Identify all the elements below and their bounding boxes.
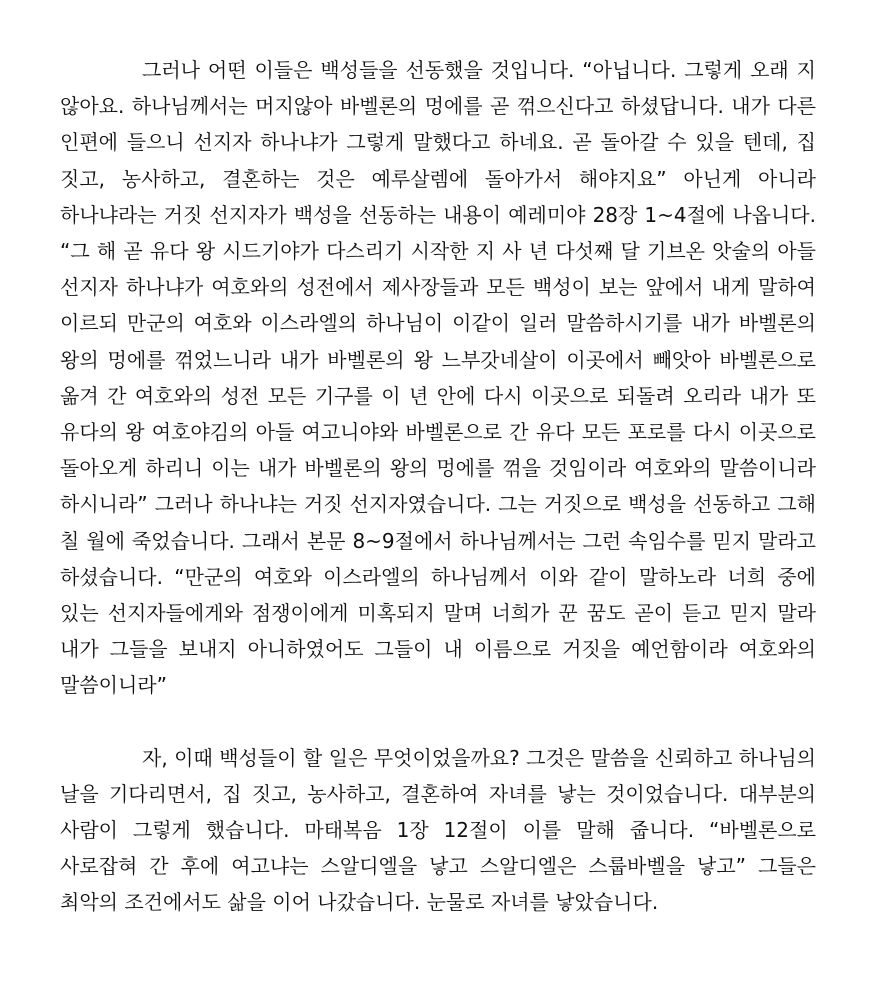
- paragraph-1: 그러나 어떤 이들은 백성들을 선동했을 것입니다. “아닙니다. 그렇게 오래 지 않아요. 하나님께서는 머지않아 바벨론의 멍에를 곧 꺾으신다고 하셨답니다. 내가 다른 인편에 들으니 선지자 하나냐가 그렇게 말했다고 하네요. 곧 돌아갈 수 있을 텐데, 집 짓고, 농사하고, 결혼하는 것은 예루살렘에 돌아가서 해야지요” 아닌게 아니라 하나냐라는 거짓 선지자가 백성을 선동하는 내용이 예레미야 28장 1~4절에 나옵니다. “그 해 곧 유다 왕 시드기야가 다스리기 시작한 지 사 년 다섯째 달 기브온 앗술의 아들 선지자 하나냐가 여호와의 성전에서 제사장들과 모든 백성이 보는 앞에서 내게 말하여 이르되 만군의 여호와 이스라엘의 하나님이 이같이 일러 말씀하시기를 내가 바벨론의 왕의 멍에를 꺾었느니라 내가 바벨론의 왕 느부갓네살이 이곳에서 빼앗아 바벨론으로 옮겨 간 여호와의 성전 모든 기구를 이 년 안에 다시 이곳으로 되돌려 오리라 내가 또 유다의 왕 여호야김의 아들 여고니야와 바벨론으로 간 유다 모든 포로를 다시 이곳으로 돌아오게 하리니 이는 내가 바벨론의 왕의 멍에를 꺾을 것임이라 여호와의 말씀이니라 하시니라” 그러나 하나냐는 거짓 선지자였습니다. 그는 거짓으로 백성을 선동하고 그해 칠 월에 죽었습니다. 그래서 본문 8~9절에서 하나님께서는 그런 속임수를 믿지 말라고 하셨습니다. “만군의 여호와 이스라엘의 하나님께서 이와 같이 말하노라 너희 중에 있는 선지자들에게와 점쟁이에게 미혹되지 말며 너희가 꾼 꿈도 곧이 듣고 믿지 말라 내가 그들을 보내지 아니하였어도 그들이 내 이름으로 거짓을 예언함이라 여호와의 말씀이니라”: [60, 58, 816, 698]
- document-page: [60, 52, 816, 921]
- paragraph-2: 자, 이때 백성들이 할 일은 무엇이었을까요? 그것은 말씀을 신뢰하고 하나님의 날을 기다리면서, 집 짓고, 농사하고, 결혼하여 자녀를 낳는 것이었습니다. 대부분의 사람이 그렇게 했습니다. 마태복음 1장 12절이 이를 말해 줍니다. “바벨론으로 사로잡혀 간 후에 여고냐는 스알디엘을 낳고 스알디엘은 스룹바벨을 낳고” 그들은 최악의 조건에서도 삶을 이어 나갔습니다. 눈물로 자녀를 낳았습니다.: [60, 745, 816, 915]
